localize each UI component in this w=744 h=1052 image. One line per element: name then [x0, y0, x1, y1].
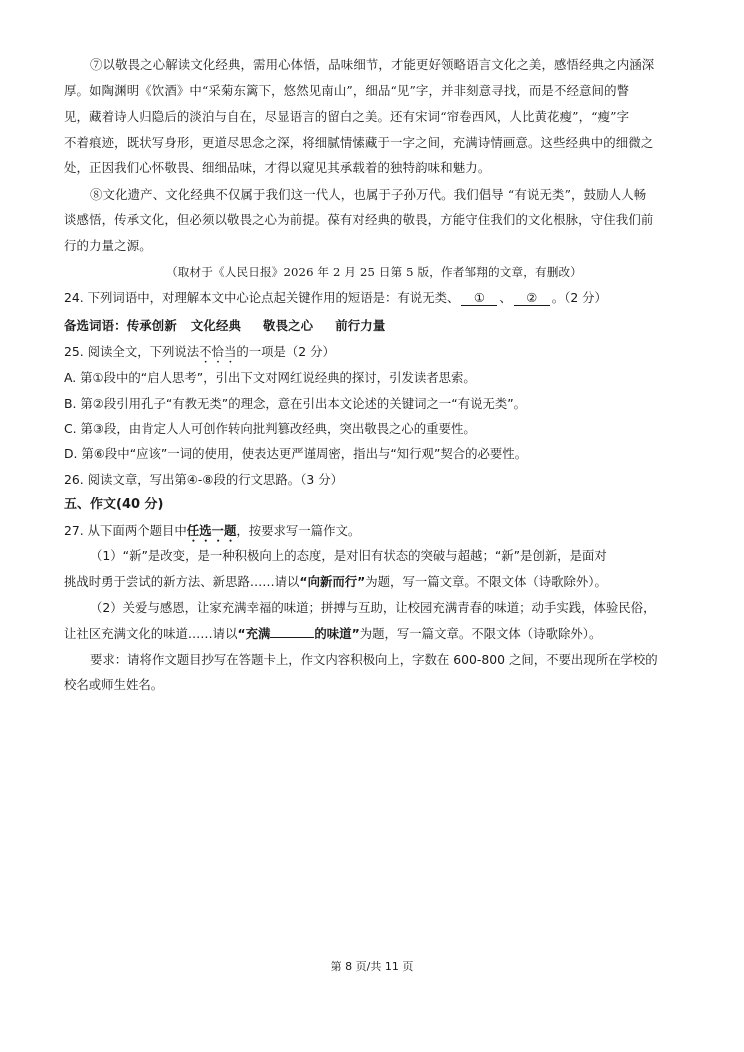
- q24-text-after: 。（2 分）: [551, 290, 607, 305]
- q25-option-c: C. 第③段，由肯定人人可创作转向批判篡改经典，突出敬畏之心的重要性。: [64, 421, 476, 436]
- q27-topic2-title-blank[interactable]: [270, 637, 314, 638]
- question-27: [64, 523, 696, 545]
- q24-text-before: 24. 下列词语中，对理解本文中心论点起关键作用的短语是：有说无类、: [64, 290, 460, 305]
- q27-topic2-text-post: 为题，写一篇文章。不限文体（诗歌除外）。: [359, 626, 602, 641]
- passage-p7-line-5: 处，正因我们心怀敬畏、细细品味，才得以窥见其承载着的独特韵味和魅力。: [64, 160, 491, 175]
- q27-topic1-text-post: 为题，写一篇文章。不限文体（诗歌除外）。: [365, 574, 607, 589]
- q25-option-d: D. 第⑥段中“应该”一词的使用，使表达更严谨周密，指出与“知行观”契合的必要性。: [64, 446, 528, 461]
- passage-p7-line-3: 见，藏着诗人归隐后的淡泊与自在，尽显语言的留白之美。还有宋词“帘卷西风，人比黄花瘦”，“瘦”字: [64, 109, 630, 124]
- q27-topic1-line-1: （1）“新”是改变，是一种积极向上的态度，是对旧有状态的突破与超越；“新”是创新，是面对: [90, 548, 607, 563]
- q27-stem-pre: 27. 从下面两个题目中: [64, 523, 187, 538]
- q25-stem-emphasis: 不恰当: [199, 344, 237, 359]
- question-26: 26. 阅读文章，写出第④-⑧段的行文思路。（3 分）: [64, 472, 343, 487]
- passage-p8-line-1: ⑧文化遗产、文化经典不仅属于我们这一代人，也属于子孙万代。我们倡导 “有说无类”，鼓励人人畅: [90, 187, 647, 202]
- passage-source: （取材于《人民日报》2026 年 2 月 25 日第 5 版，作者邹翔的文章，有删改）: [166, 265, 582, 279]
- q25-option-a: A. 第①段中的“启人思考”，引出下文对网红说经典的探讨，引发读者思索。: [64, 370, 476, 385]
- passage-p7-line-1: ⑦以敬畏之心解读文化经典，需用心体悟，品味细节，才能更好领略语言文化之美，感悟经典之内涵深: [90, 57, 655, 72]
- passage-p8-line-3: 行的力量之源。: [64, 238, 152, 253]
- q27-topic1-text-pre: 挑战时勇于尝试的新方法、新思路……请以: [64, 574, 300, 589]
- q27-topic2-title-end: 的味道”: [314, 626, 360, 641]
- candidate-word-4: 前行力量: [335, 318, 386, 333]
- question-25: [64, 344, 696, 366]
- q24-separator: 、: [499, 290, 512, 305]
- candidate-words-label: 备选词语：: [64, 318, 127, 333]
- section-five-heading: 五、作文(40 分): [64, 497, 164, 512]
- candidate-word-1: 传承创新: [126, 318, 177, 333]
- q27-topic2-line-2: [64, 626, 696, 642]
- q27-topic2-text-pre: 让社区充满文化的味道……请以: [64, 626, 238, 641]
- candidate-words: [64, 318, 696, 334]
- q27-stem-emphasis: 任选一题: [186, 523, 237, 538]
- q27-topic2-title-start: “充满: [237, 626, 271, 641]
- passage-p8-line-2: 谈感悟，传承文化，但必须以敬畏之心为前提。葆有对经典的敬畏，方能守住我们的文化根脉，守住我们前: [64, 212, 654, 227]
- passage-p7-line-2: 厚。如陶渊明《饮酒》中“采菊东篱下，悠然见南山”，细品“见”字，并非刻意寻找，而是不经意间的瞥: [64, 83, 630, 98]
- page-number-footer: 第 8 页/共 11 页: [330, 960, 414, 973]
- q27-topic1-title: “向新而行”: [299, 574, 366, 589]
- q27-requirements-line-2: 校名或师生姓名。: [64, 677, 164, 692]
- candidate-word-2: 文化经典: [190, 318, 242, 333]
- q25-stem-pre: 25. 阅读全文，下列说法: [64, 344, 200, 359]
- question-24: [64, 290, 696, 306]
- candidate-word-3: 敬畏之心: [263, 318, 314, 333]
- q25-stem-post: 的一项是（2 分）: [236, 344, 335, 359]
- q27-stem-post: ，按要求写一篇作文。: [236, 523, 361, 538]
- q27-topic2-line-1: （2）关爱与感恩，让家充满幸福的味道；拼搏与互助，让校园充满青春的味道；动手实践，体验民俗，: [90, 600, 656, 615]
- q27-topic1-line-2: [64, 574, 696, 590]
- q27-requirements-line-1: 要求：请将作文题目抄写在答题卡上，作文内容积极向上，字数在 600-800 之间，不要出现所在学校的: [90, 652, 658, 667]
- q24-blank-2[interactable]: ②: [514, 291, 550, 306]
- passage-p7-line-4: 不着痕迹，既状写身形，更道尽思念之深，将细腻情愫藏于一字之间，充满诗情画意。这些经典中的细微之: [64, 135, 654, 150]
- q25-option-b: B. 第②段引用孔子“有教无类”的理念，意在引出本文论述的关键词之一“有说无类”。: [64, 396, 527, 411]
- q24-blank-1[interactable]: ①: [461, 291, 497, 306]
